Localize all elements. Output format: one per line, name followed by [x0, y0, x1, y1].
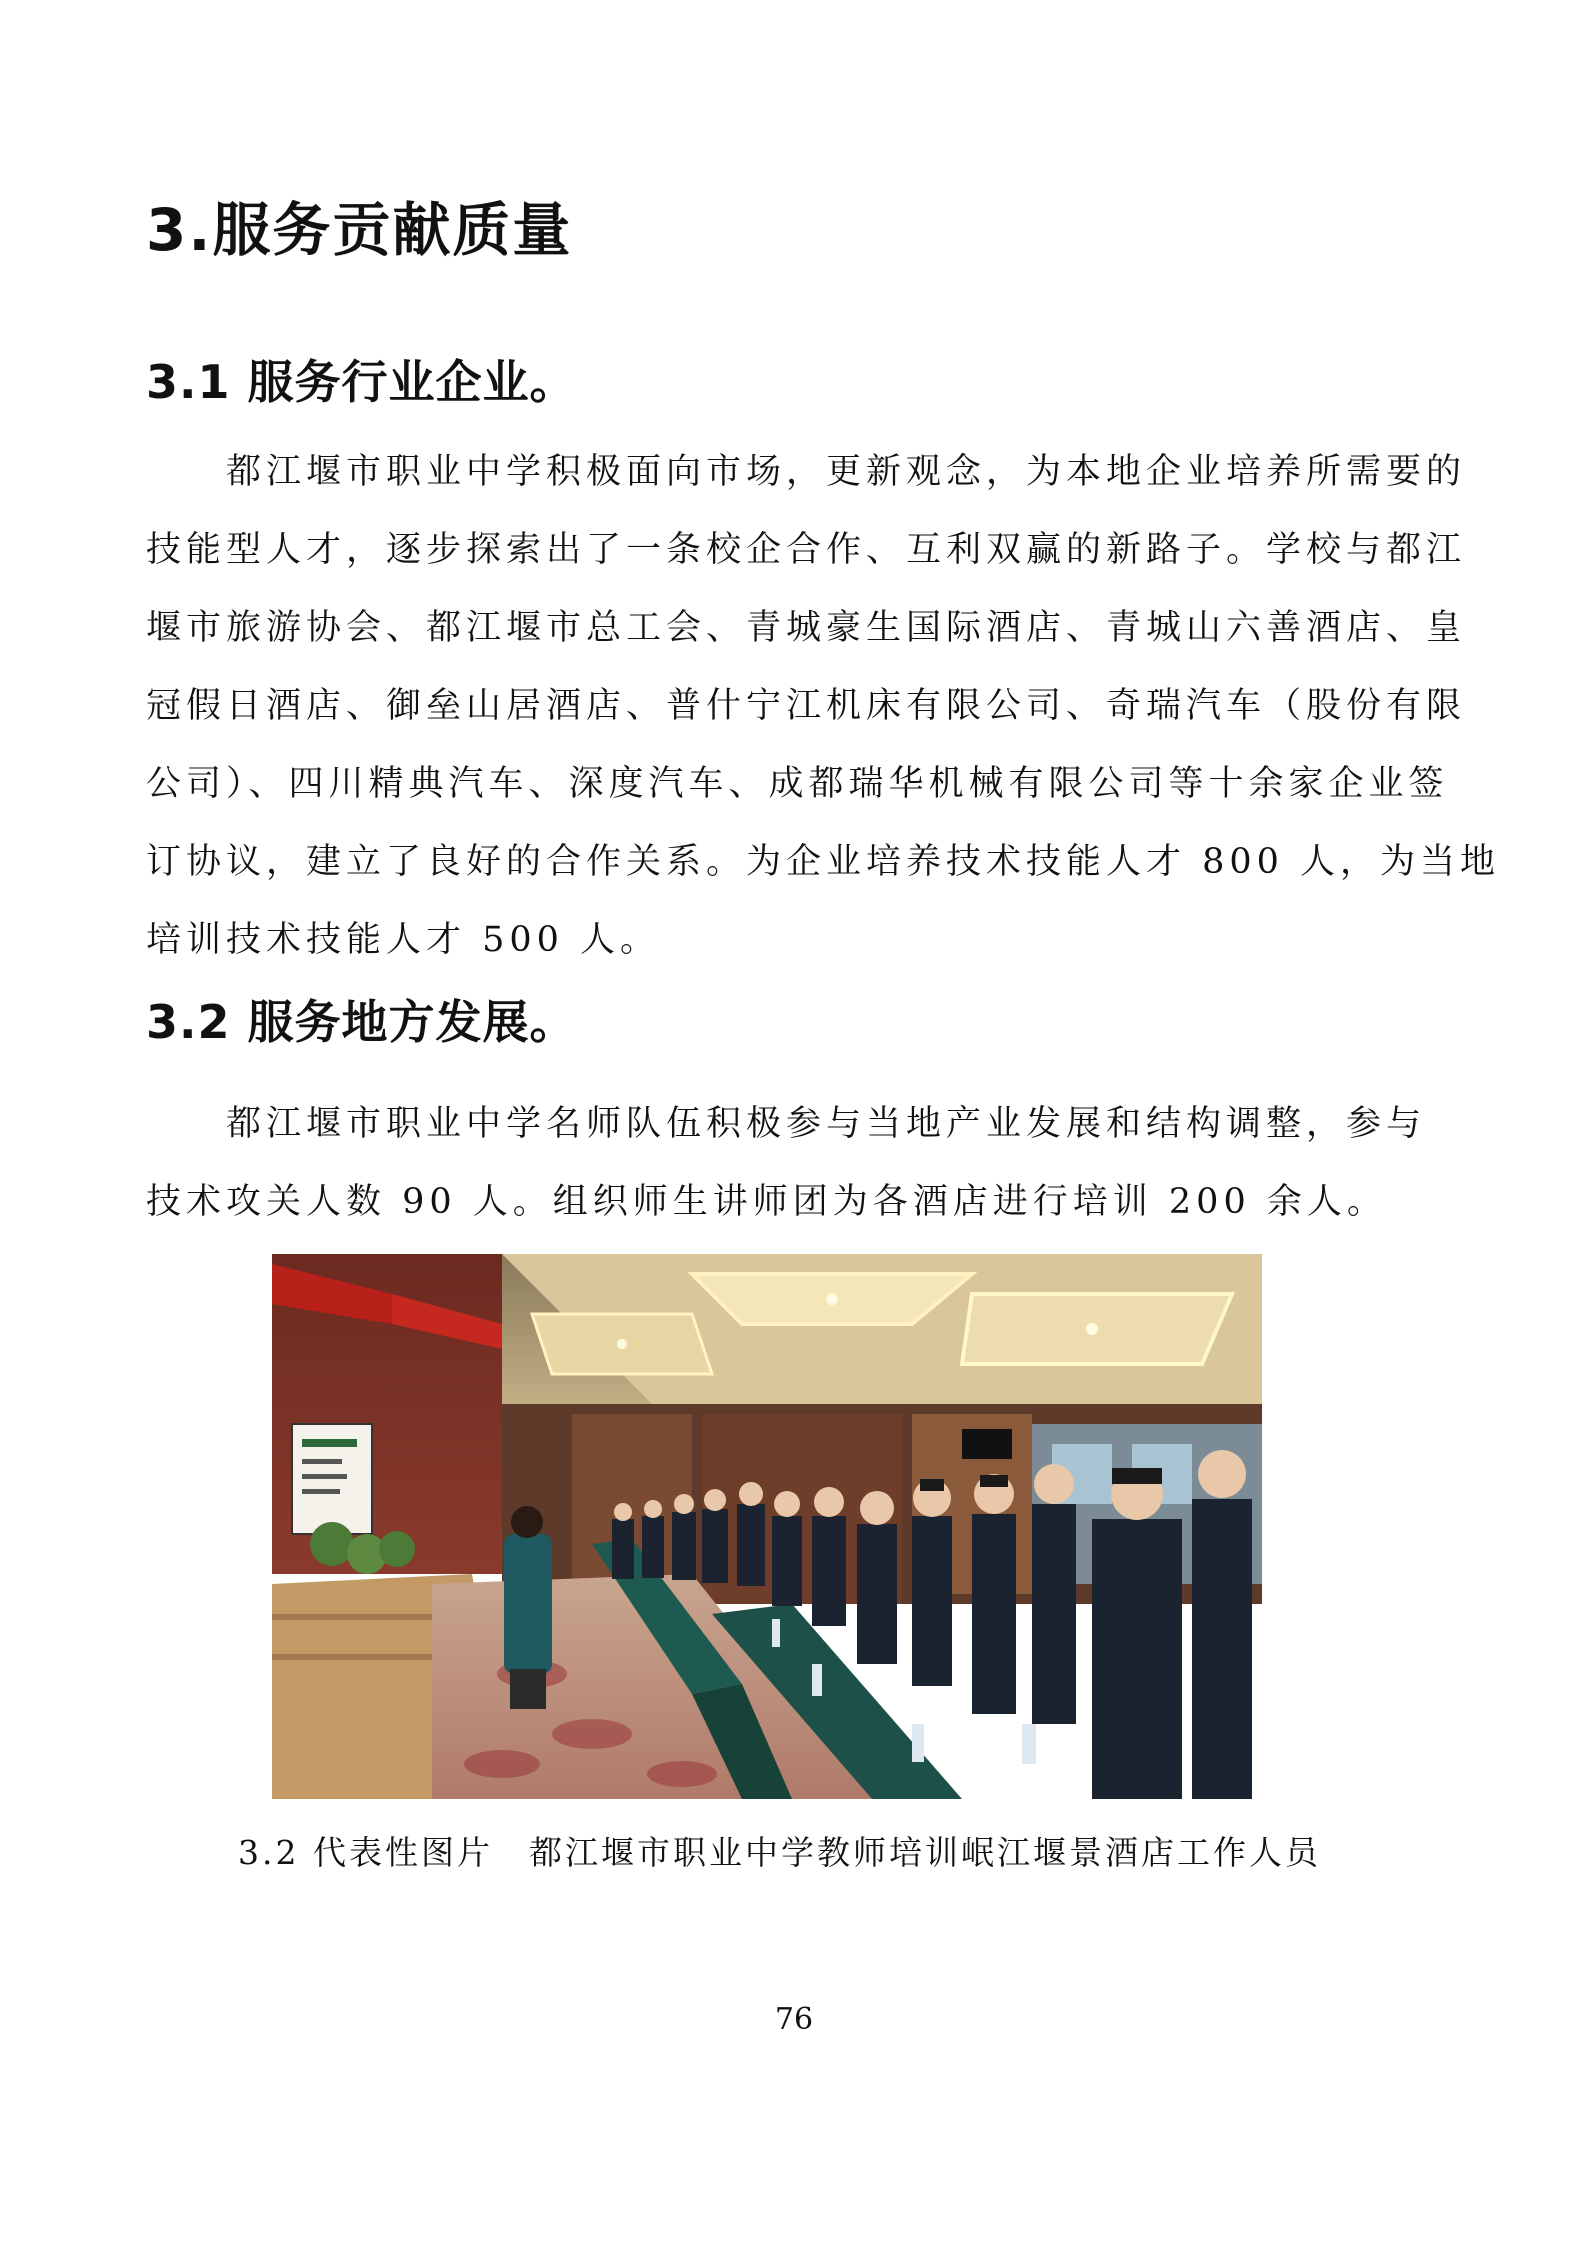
paragraph-line: 公司）、四川精典汽车、深度汽车、成都瑞华机械有限公司等十余家企业签: [146, 764, 1449, 804]
paragraph-line: 堰市旅游协会、都江堰市总工会、青城豪生国际酒店、青城山六善酒店、皇: [146, 608, 1467, 648]
section-3-1-paragraph: [146, 433, 1501, 979]
paragraph-line: 都江堰市职业中学积极面向市场，更新观念，为本地企业培养所需要的: [146, 452, 1467, 492]
paragraph-line: 订协议，建立了良好的合作关系。为企业培养技术技能人才 800 人，为当地: [146, 842, 1501, 882]
section-heading-3-2: 3.2 服务地方发展。: [146, 995, 577, 1049]
paragraph-line: 都江堰市职业中学名师队伍积极参与当地产业发展和结构调整，参与: [146, 1104, 1427, 1144]
page-number: 76: [774, 2002, 814, 2037]
training-photo: [272, 1254, 1262, 1799]
paragraph-line: 技能型人才，逐步探索出了一条校企合作、互利双赢的新路子。学校与都江: [146, 530, 1467, 570]
paragraph-line: 技术攻关人数 90 人。组织师生讲师团为各酒店进行培训 200 余人。: [146, 1182, 1387, 1222]
figure-caption: 3.2 代表性图片 都江堰市职业中学教师培训岷江堰景酒店工作人员: [238, 1833, 1321, 1872]
paragraph-line: 培训技术技能人才 500 人。: [146, 920, 661, 960]
chapter-heading: 3.服务贡献质量: [146, 196, 573, 264]
section-heading-3-1: 3.1 服务行业企业。: [146, 355, 577, 409]
paragraph-line: 冠假日酒店、御垒山居酒店、普什宁江机床有限公司、奇瑞汽车（股份有限: [146, 686, 1467, 726]
section-3-2-paragraph: [146, 1085, 1446, 1241]
